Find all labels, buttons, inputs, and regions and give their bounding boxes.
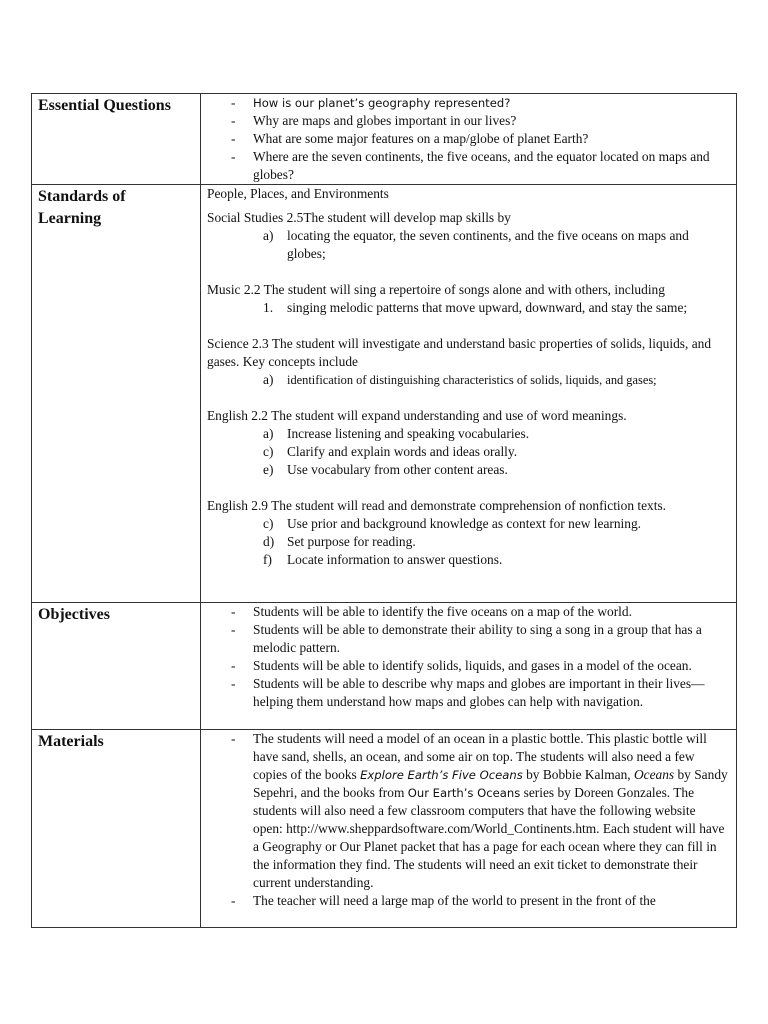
materials-label: Materials [38, 733, 104, 750]
science-standard: Science 2.3 The student will investigate and understand basic properties of solids, liquids, and gases. Key concepts include [207, 336, 712, 369]
objectives-row [32, 603, 737, 730]
objectives-header [32, 603, 201, 730]
standards-intro: People, Places, and Environments [207, 186, 389, 201]
english29-standard: English 2.9 The student will read and demonstrate comprehension of nonfiction texts. [207, 498, 667, 513]
essential-questions-label: Essential Questions [38, 97, 171, 114]
materials-cell [201, 730, 737, 928]
list-item: 1. singing melodic patterns that move upward, downward, and stay the same; [263, 300, 688, 315]
materials-row [32, 730, 737, 928]
list-item: - Students will be able to describe why maps and globes are important in their lives—helping them understand how maps and globes can help with navigation. [231, 676, 705, 709]
standards-row [32, 185, 737, 603]
standards-cell [201, 185, 737, 603]
list-item: - Students will be able to identify the five oceans on a map of the world. [231, 604, 632, 619]
list-item: - What are some major features on a map/globe of planet Earth? [231, 131, 589, 146]
objectives-cell [201, 603, 737, 730]
english22-standard: English 2.2 The student will expand understanding and use of word meanings. [207, 408, 627, 423]
objectives-list [207, 603, 728, 711]
lesson-plan-table [31, 93, 737, 928]
materials-header [32, 730, 201, 928]
ss-items [207, 227, 728, 263]
list-item: - Where are the seven continents, the five oceans, and the equator located on maps and globes? [231, 149, 710, 182]
standards-label-line2: Learning [38, 210, 102, 227]
list-item: - Students will be able to demonstrate their ability to sing a song in a group that has a melodic pattern. [231, 622, 702, 655]
list-item: - The students will need a model of an ocean in a plastic bottle. This plastic bottle will have sand, shells, an ocean, and some air on top. The students will also need a few copies of the books Explore Earth’s Five Oceans by Bobbie Kalman, Oceans by Sandy Sepehri, and the books from Our Earth’s Oceans series by Doreen Gonzales. The students will also need a few classroom computers that have the following website open: http://www.sheppardsoftware.com/World_Continents.htm. Each student will have a Geography or Our Planet packet that has a page for each ocean where they can fill in the information they find. The students will need an exit ticket to demonstrate their current understanding. [231, 731, 728, 890]
ss-standard: Social Studies 2.5The student will develop map skills by [207, 210, 511, 225]
list-item: a) Increase listening and speaking vocabularies. [263, 426, 530, 441]
list-item: d) Set purpose for reading. [263, 534, 416, 549]
essential-questions-header [32, 94, 201, 185]
list-item: - The teacher will need a large map of the world to present in the front of the [231, 893, 656, 908]
music-standard: Music 2.2 The student will sing a repertoire of songs alone and with others, including [207, 282, 665, 297]
standards-header [32, 185, 201, 603]
list-item: - Why are maps and globes important in our lives? [231, 113, 517, 128]
list-item: e) Use vocabulary from other content areas. [263, 462, 508, 477]
music-items [207, 299, 728, 317]
list-item: c) Clarify and explain words and ideas orally. [263, 444, 518, 459]
materials-list [207, 730, 728, 910]
book-series-title: Our Earth’s Oceans [407, 786, 521, 800]
list-item: c) Use prior and background knowledge as context for new learning. [263, 516, 641, 531]
book-title: Explore Earth’s Five Oceans [360, 768, 523, 782]
essential-questions-list [207, 94, 728, 184]
list-item: - Students will be able to identify solids, liquids, and gases in a model of the ocean. [231, 658, 692, 673]
list-item: f) Locate information to answer questions. [263, 552, 503, 567]
english22-items [207, 425, 728, 479]
english29-items [207, 515, 728, 569]
science-items [207, 371, 728, 389]
list-item: a) identification of distinguishing characteristics of solids, liquids, and gases; [263, 372, 657, 387]
list-item: - How is our planet’s geography represented? [231, 95, 511, 110]
list-item: a) locating the equator, the seven continents, and the five oceans on maps and globes; [263, 228, 689, 261]
standards-label-line1: Standards of [38, 188, 126, 205]
essential-questions-row [32, 94, 737, 185]
objectives-label: Objectives [38, 606, 110, 623]
book-title: Oceans [633, 767, 675, 782]
essential-questions-cell [201, 94, 737, 185]
